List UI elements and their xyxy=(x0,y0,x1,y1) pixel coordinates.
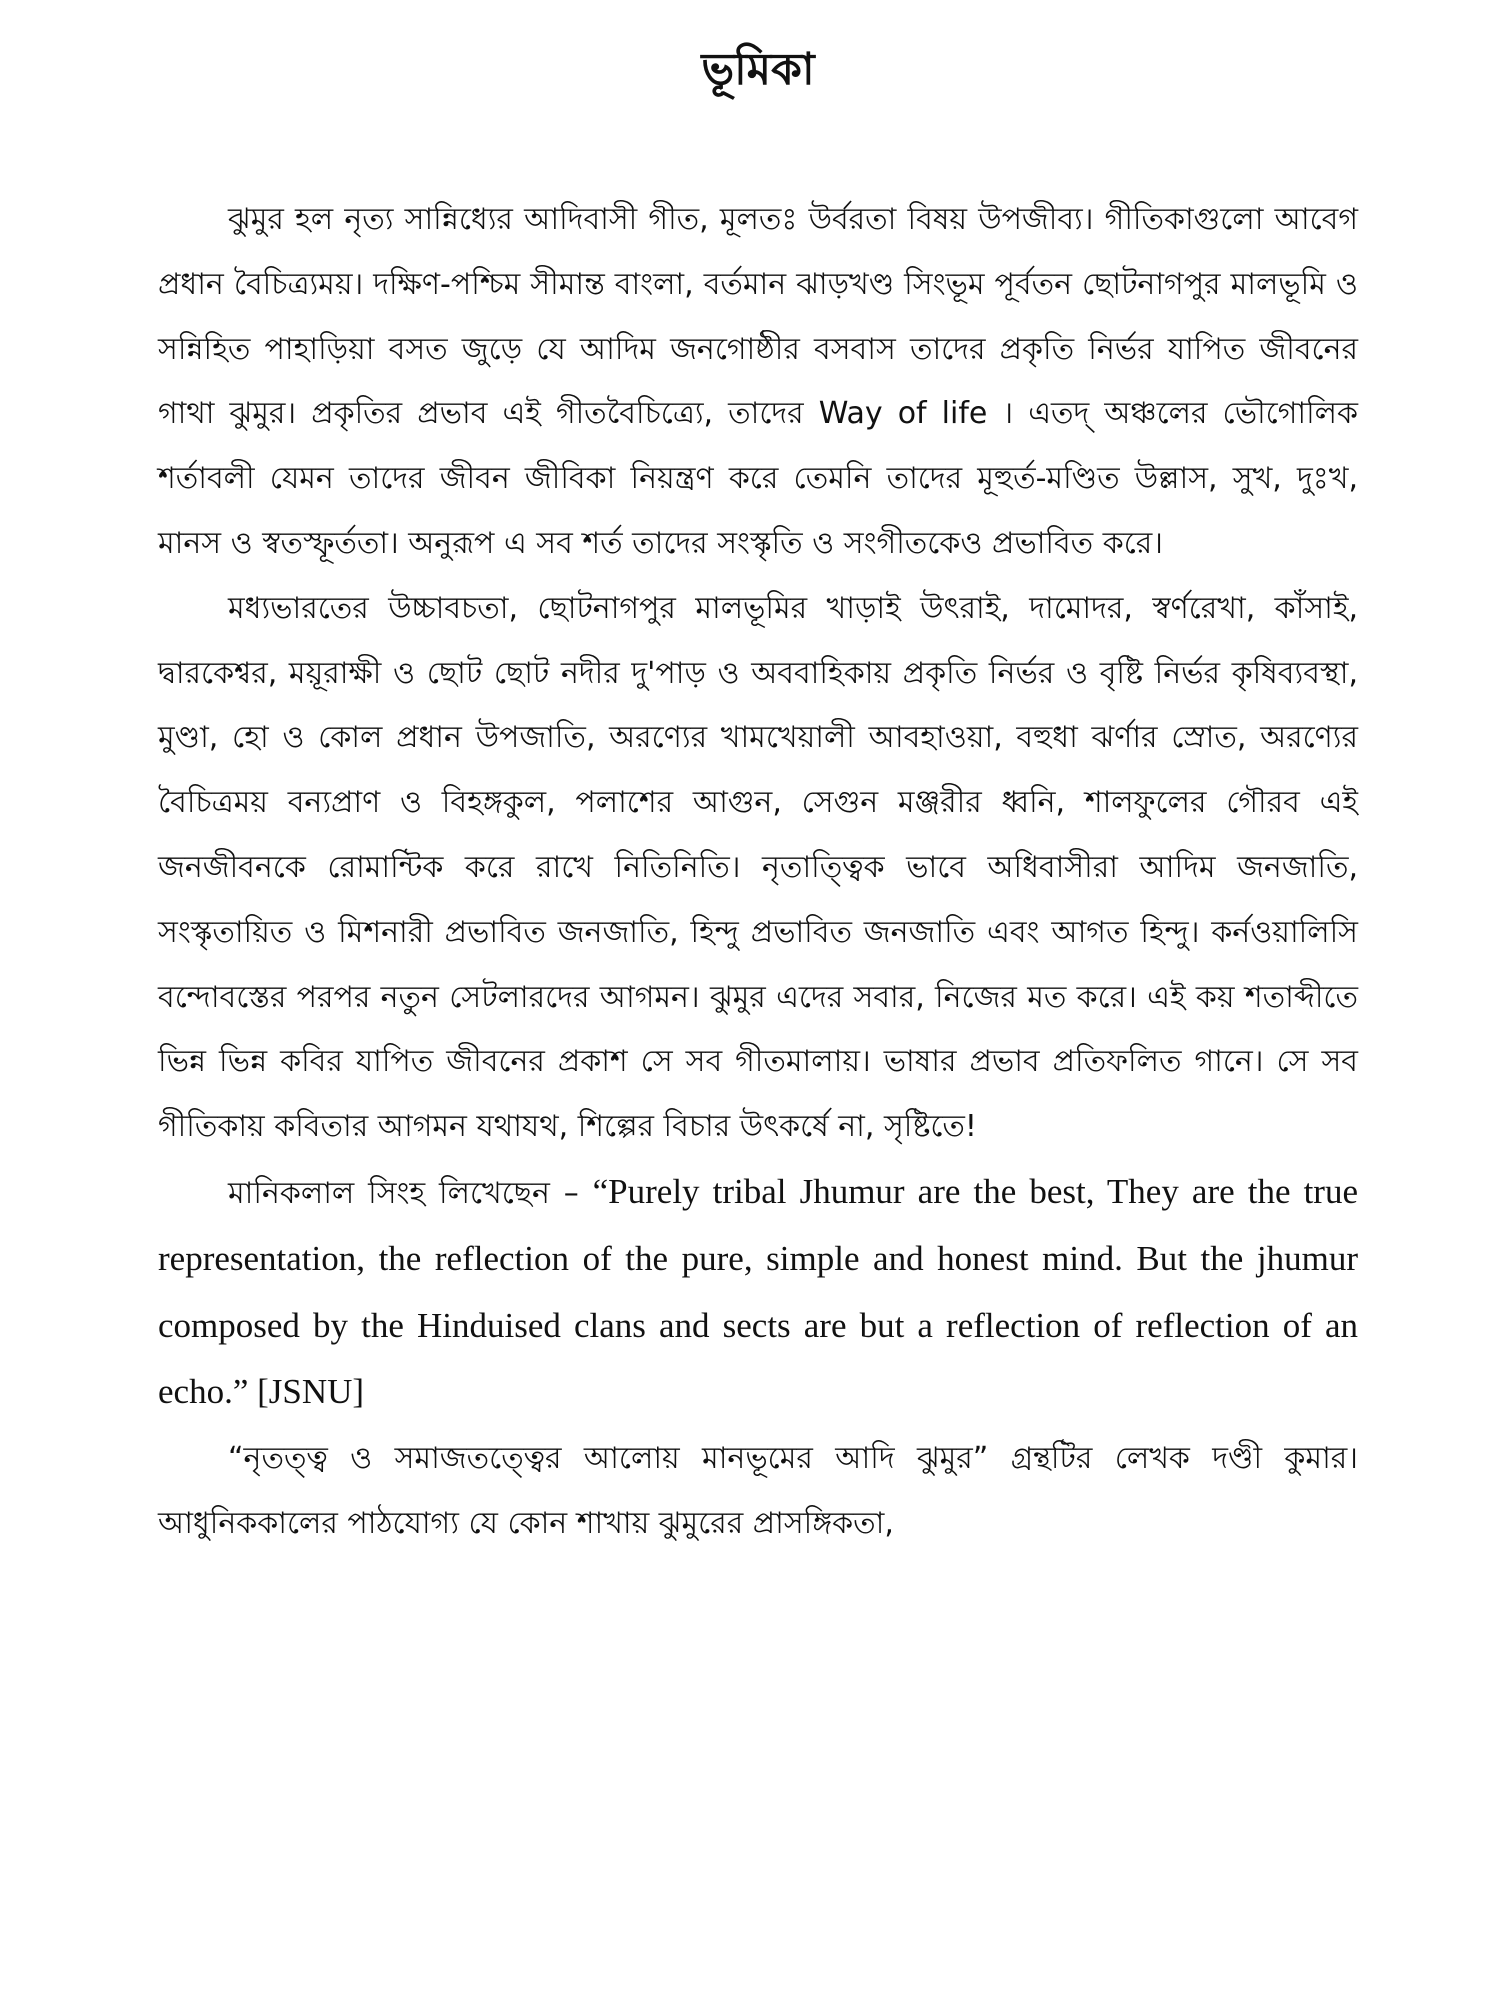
page-title: ভূমিকা xyxy=(701,44,815,95)
paragraph-book-reference: “নৃতত্ত্ব ও সমাজতত্ত্বের আলোয় মানভূমের আদি ঝুমুর” গ্রন্থটির লেখক দণ্ডী কুমার। আধুনিককালের পাঠযোগ্য যে কোন শাখায় ঝুমুরের প্রাসঙ্গিকতা, xyxy=(158,1441,1358,1541)
quote-lead: মানিকলাল সিংহ লিখেছেন – xyxy=(228,1175,593,1211)
document-page xyxy=(158,40,1358,1557)
english-quote: “Purely tribal Jhumur are the best, They are the true representation, the reflection of the pure, simple and honest mind. But the jhumur composed by the Hinduised clans and sects are but a reflection of reflection of an echo.” [JSNU] xyxy=(158,1171,1358,1412)
paragraph-intro: ঝুমুর হল নৃত্য সান্নিধ্যের আদিবাসী গীত, মূলতঃ উর্বরতা বিষয় উপজীব্য। গীতিকাগুলো আবেগ প্রধান বৈচিত্র্যময়। দক্ষিণ-পশ্চিম সীমান্ত বাংলা, বর্তমান ঝাড়খণ্ড সিংভূম পূর্বতন ছোটনাগপুর মালভূমি ও সন্নিহিত পাহাড়িয়া বসত জুড়ে যে আদিম জনগোষ্ঠীর বসবাস তাদের প্রকৃতি নির্ভর যাপিত জীবনের গাথা ঝুমুর। প্রকৃতির প্রভাব এই গীতবৈচিত্র্যে, তাদের Way of life । এতদ্ অঞ্চলের ভৌগোলিক শর্তাবলী যেমন তাদের জীবন জীবিকা নিয়ন্ত্রণ করে তেমনি তাদের মূহুর্ত-মণ্ডিত উল্লাস, সুখ, দুঃখ, মানস ও স্বতস্ফূর্ততা। অনুরূপ এ সব শর্ত তাদের সংস্কৃতি ও সংগীতকেও প্রভাবিত করে। xyxy=(158,202,1358,561)
paragraph-geography: মধ্যভারতের উচ্চাবচতা, ছোটনাগপুর মালভূমির খাড়াই উৎরাই, দামোদর, স্বর্ণরেখা, কাঁসাই, দ্বারকেশ্বর, ময়ূরাক্ষী ও ছোট ছোট নদীর দু'পাড় ও অববাহিকায় প্রকৃতি নির্ভর ও বৃষ্টি নির্ভর কৃষিব্যবস্থা, মুণ্ডা, হো ও কোল প্রধান উপজাতি, অরণ্যের খামখেয়ালী আবহাওয়া, বহুধা ঝর্ণার স্রোত, অরণ্যের বৈচিত্রময় বন্যপ্রাণ ও বিহঙ্গকুল, পলাশের আগুন, সেগুন মঞ্জরীর ধ্বনি, শালফুলের গৌরব এই জনজীবনকে রোমান্টিক করে রাখে নিতিনিতি। নৃতাত্ত্বিক ভাবে অধিবাসীরা আদিম জনজাতি, সংস্কৃতায়িত ও মিশনারী প্রভাবিত জনজাতি, হিন্দু প্রভাবিত জনজাতি এবং আগত হিন্দু। কর্নওয়ালিসি বন্দোবস্তের পরপর নতুন সেটলারদের আগমন। ঝুমুর এদের সবার, নিজের মত করে। এই কয় শতাব্দীতে ভিন্ন ভিন্ন কবির যাপিত জীবনের প্রকাশ সে সব গীতমালায়। ভাষার প্রভাব প্রতিফলিত গানে। সে সব গীতিকায় কবিতার আগমন যথাযথ, শিল্পের বিচার উৎকর্ষে না, সৃষ্টিতে! xyxy=(158,590,1358,1145)
paragraph-quote xyxy=(158,1160,1358,1427)
